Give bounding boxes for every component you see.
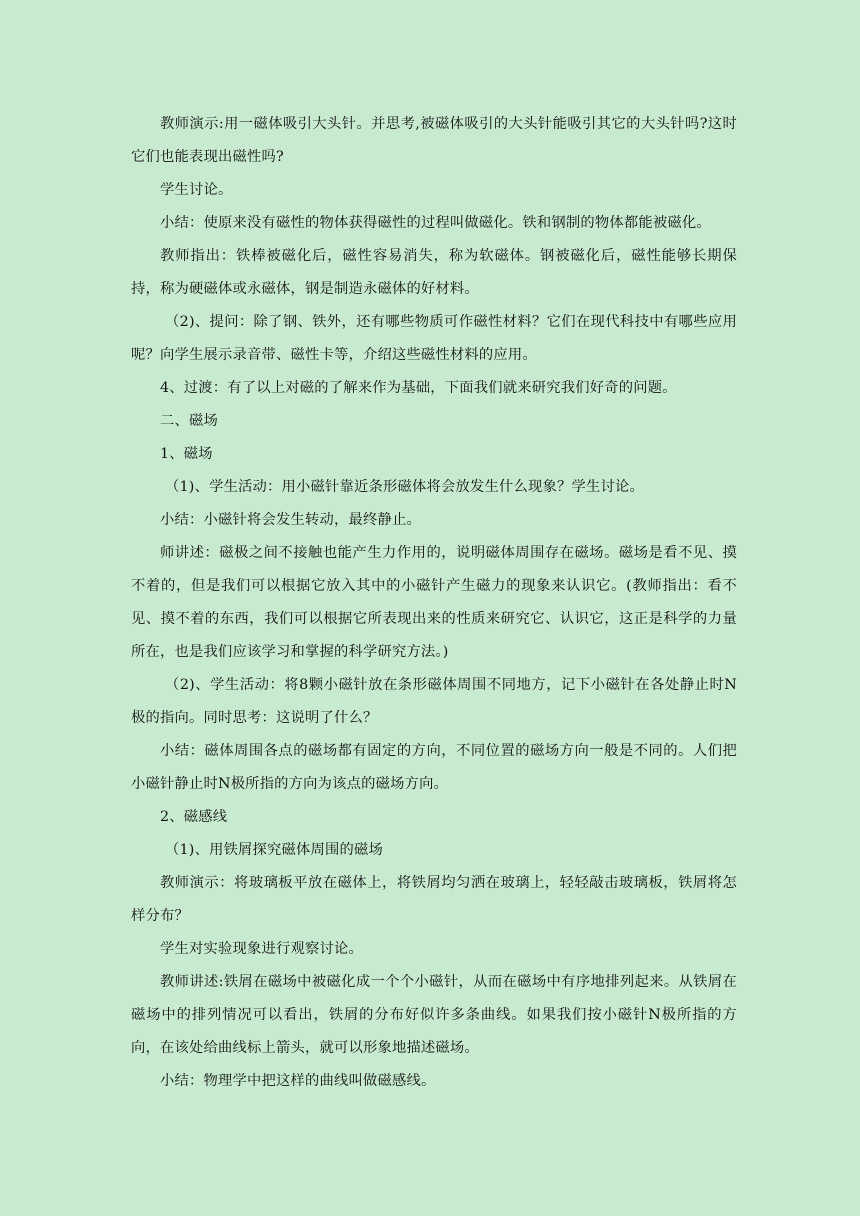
- paragraph-teacher-lecture-filings: 教师讲述:铁屑在磁场中被磁化成一个个小磁针，从而在磁场中有序地排列起来。从铁屑在磁场中的排列情况可以看出，铁屑的分布好似许多条曲线。如果我们按小磁针N极所指的方向，在该处给曲线标上箭头，就可以形象地描述磁场。: [131, 974, 737, 1056]
- subsection-heading-magnetic-field: 1、磁场: [160, 446, 213, 462]
- paragraph-summary-field-direction: 小结：磁体周围各点的磁场都有固定的方向，不同位置的磁场方向一般是不同的。人们把小磁针静止时N极所指的方向为该点的磁场方向。: [131, 743, 737, 792]
- paragraph-iron-filings: （1)、用铁屑探究磁体周围的磁场: [165, 842, 384, 858]
- subsection-heading-field-lines: 2、磁感线: [160, 809, 228, 825]
- paragraph-summary-needle: 小结：小磁针将会发生转动，最终静止。: [160, 512, 421, 528]
- paragraph-student-discussion: 学生讨论。: [160, 182, 233, 198]
- paragraph-student-observe: 学生对实验现象进行观察讨论。: [160, 941, 363, 957]
- document-body: [131, 108, 737, 1098]
- paragraph-summary-field-lines: 小结：物理学中把这样的曲线叫做磁感线。: [160, 1073, 436, 1089]
- paragraph-transition: 4、过渡：有了以上对磁的了解来作为基础，下面我们就来研究我们好奇的问题。: [160, 380, 677, 396]
- section-heading-magnetic-field: 二、磁场: [160, 413, 218, 429]
- paragraph-question-materials: （2)、提问：除了钢、铁外，还有哪些物质可作磁性材料？它们在现代科技中有哪些应用呢？向学生展示录音带、磁性卡等，介绍这些磁性材料的应用。: [131, 314, 737, 363]
- paragraph-student-activity-2: （2)、学生活动：将8颗小磁针放在条形磁体周围不同地方，记下小磁针在各处静止时N极的指向。同时思考：这说明了什么？: [131, 677, 737, 726]
- paragraph-teacher-note-soft-hard: 教师指出：铁棒被磁化后，磁性容易消失，称为软磁体。钢被磁化后，磁性能够长期保持，称为硬磁体或永磁体，钢是制造永磁体的好材料。: [131, 248, 737, 297]
- paragraph-summary-magnetization: 小结：使原来没有磁性的物体获得磁性的过程叫做磁化。铁和钢制的物体都能被磁化。: [160, 215, 711, 231]
- paragraph-teacher-demo-pins: 教师演示:用一磁体吸引大头针。并思考,被磁体吸引的大头针能吸引其它的大头针吗?这时它们也能表现出磁性吗?: [131, 116, 737, 165]
- paragraph-teacher-lecture-field: 师讲述：磁极之间不接触也能产生力作用的，说明磁体周围存在磁场。磁场是看不见、摸不着的，但是我们可以根据它放入其中的小磁针产生磁力的现象来认识它。(教师指出：看不见、摸不着的东西，我们可以根据它所表现出来的性质来研究它、认识它，这正是科学的力量所在，也是我们应该学习和掌握的科学研究方法。): [131, 545, 737, 660]
- paragraph-teacher-demo-glass: 教师演示：将玻璃板平放在磁体上，将铁屑均匀洒在玻璃上，轻轻敲击玻璃板，铁屑将怎样分布？: [131, 875, 737, 924]
- paragraph-student-activity-1: （1)、学生活动：用小磁针靠近条形磁体将会放发生什么现象？学生讨论。: [165, 479, 644, 495]
